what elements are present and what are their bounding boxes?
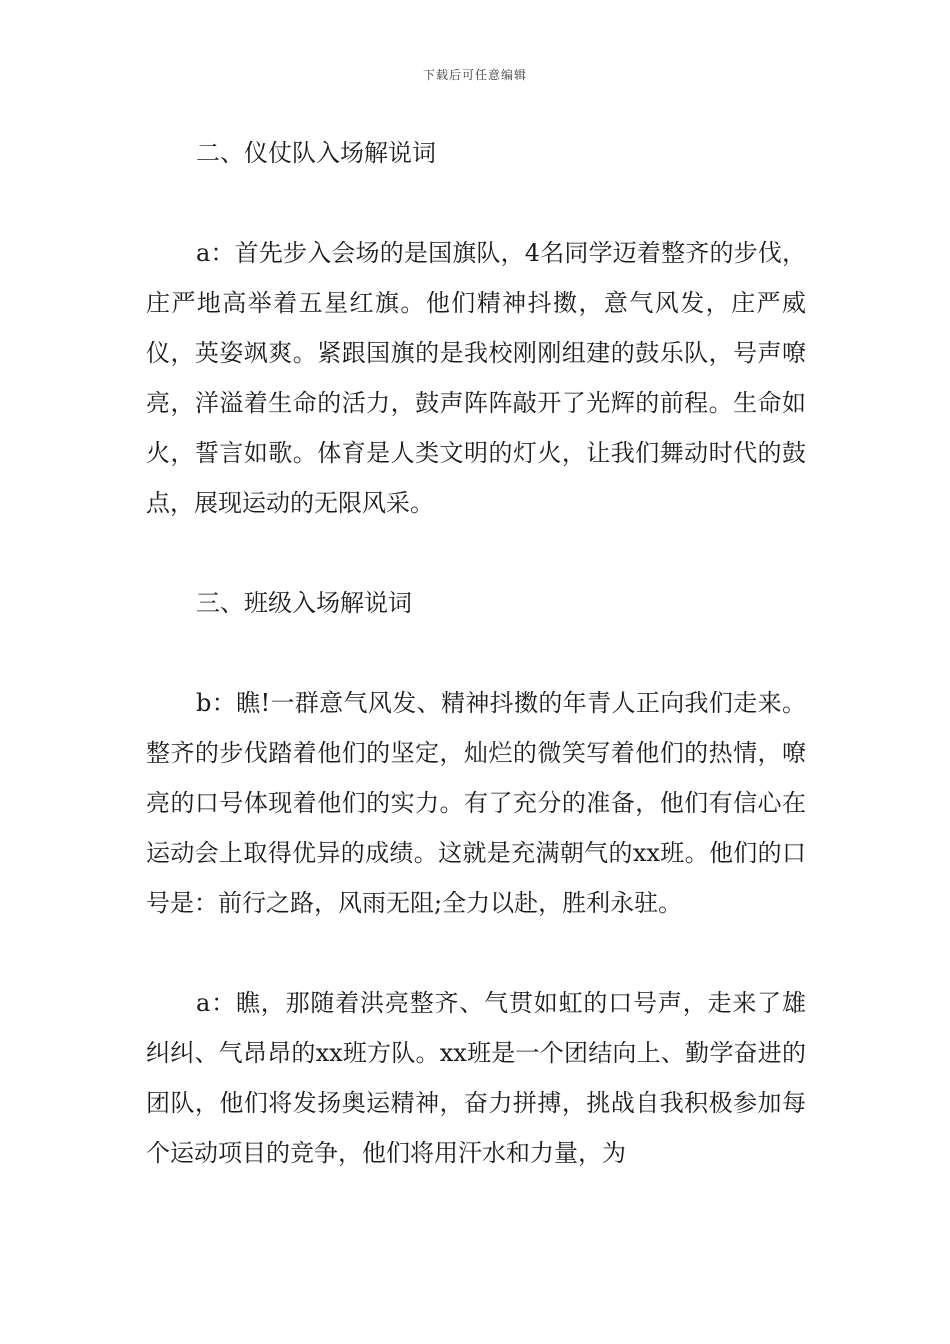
spacer: [146, 928, 806, 978]
page-header-note: 下载后可任意编辑: [422, 68, 527, 82]
paragraph-class-entry-a: a：瞧，那随着洪亮整齐、气贯如虹的口号声，走来了雄纠纠、气昂昂的xx班方队。xx班是一个团结向上、勤学奋进的团队，他们将发扬奥运精神，奋力拼搏，挑战自我积极参加每个运动项目的竞争，他们将用汗水和力量，为: [146, 989, 806, 1167]
section-heading-class-entry: 三、班级入场解说词: [196, 589, 412, 617]
document-body: [146, 128, 806, 1178]
paragraph-honor-guard: a：首先步入会场的是国旗队，4名同学迈着整齐的步伐，庄严地高举着五星红旗。他们精神抖擞，意气风发，庄严威仪，英姿飒爽。紧跟国旗的是我校刚刚组建的鼓乐队，号声嘹亮，洋溢着生命的活力，鼓声阵阵敲开了光辉的前程。生命如火，誓言如歌。体育是人类文明的灯火，让我们舞动时代的鼓点，展现运动的无限风采。: [146, 239, 806, 517]
spacer: [146, 528, 806, 578]
spacer: [146, 178, 806, 228]
spacer: [146, 628, 806, 678]
paragraph-class-entry-b: b：瞧!一群意气风发、精神抖擞的年青人正向我们走来。整齐的步伐踏着他们的坚定，灿烂的微笑写着他们的热情，嘹亮的口号体现着他们的实力。有了充分的准备，他们有信心在运动会上取得优异的成绩。这就是充满朝气的xx班。他们的口号是：前行之路，风雨无阻;全力以赴，胜利永驻。: [146, 689, 806, 917]
section-heading-honor-guard: 二、仪仗队入场解说词: [196, 139, 436, 167]
